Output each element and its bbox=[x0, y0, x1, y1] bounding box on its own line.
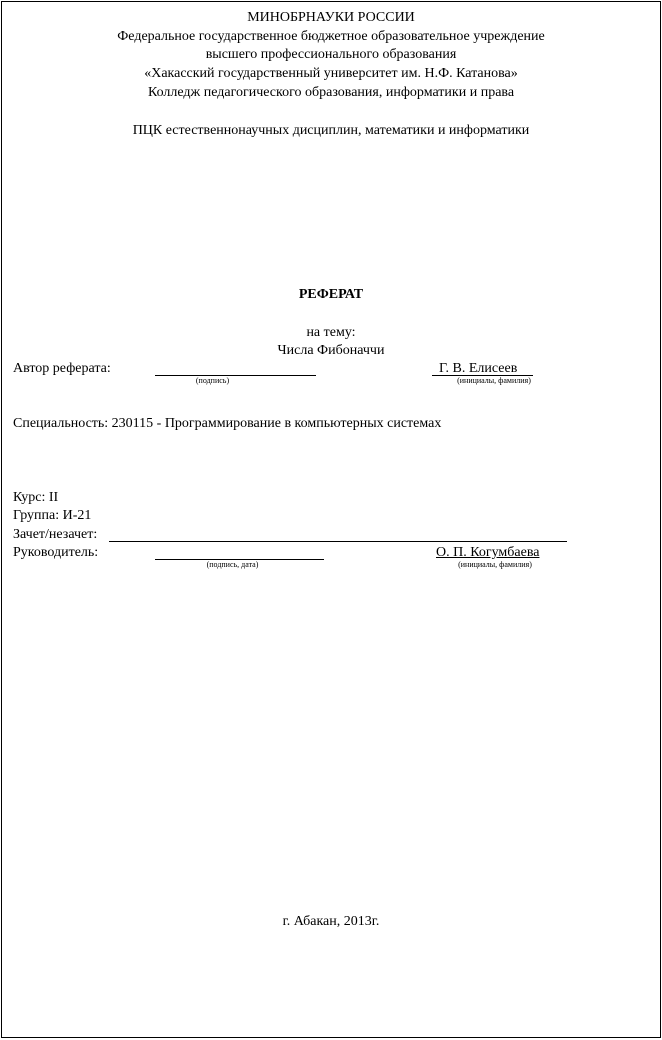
supervisor-name: О. П. Когумбаева bbox=[436, 545, 540, 560]
document-heading: РЕФЕРАТ bbox=[298, 287, 364, 302]
supervisor-signature-caption: (подпись, дата) bbox=[206, 560, 259, 569]
institution-line-2: высшего профессионального образования bbox=[205, 47, 457, 62]
supervisor-name-caption: (инициалы, фамилия) bbox=[458, 560, 532, 569]
author-signature-caption: (подпись) bbox=[195, 376, 230, 385]
group: Группа: И-21 bbox=[13, 508, 92, 523]
city-year: г. Абакан, 2013г. bbox=[282, 914, 380, 929]
specialty: Специальность: 230115 - Программирование в компьютерных системах bbox=[13, 416, 442, 431]
department-name: ПЦК естественнонаучных дисциплин, математики и информатики bbox=[132, 123, 530, 138]
grade-label: Зачет/незачет: bbox=[13, 527, 98, 542]
university-name: «Хакасский государственный университет им. Н.Ф. Катанова» bbox=[144, 66, 518, 81]
college-name: Колледж педагогического образования, информатики и права bbox=[147, 85, 515, 100]
author-name: Г. В. Елисеев bbox=[439, 361, 518, 376]
topic-label: на тему: bbox=[306, 325, 356, 340]
grade-line bbox=[109, 541, 567, 542]
institution-line-1: Федеральное государственное бюджетное образовательное учреждение bbox=[117, 29, 545, 44]
topic-title: Числа Фибоначчи bbox=[277, 343, 385, 358]
author-name-caption: (инициалы, фамилия) bbox=[457, 376, 531, 385]
title-page bbox=[1, 1, 661, 1038]
author-label: Автор реферата: bbox=[13, 361, 111, 376]
course: Курс: II bbox=[13, 490, 59, 505]
supervisor-label: Руководитель: bbox=[13, 545, 99, 560]
ministry-name: МИНОБРНАУКИ РОССИИ bbox=[247, 10, 415, 25]
